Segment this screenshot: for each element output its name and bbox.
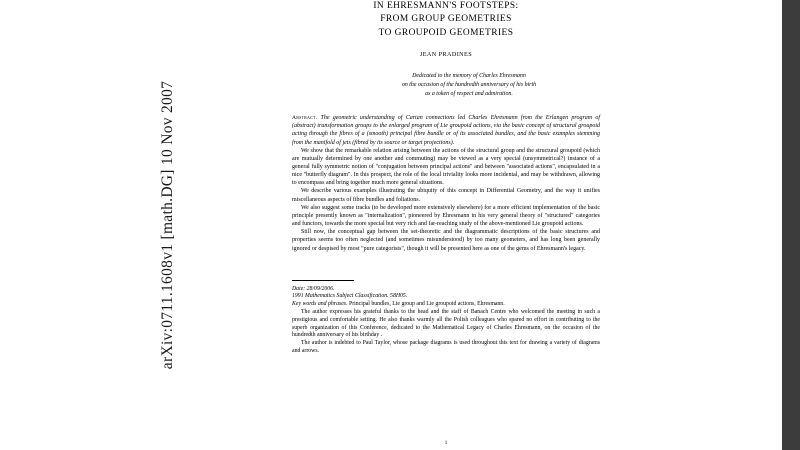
title-line-2: FROM GROUP GEOMETRIES [380, 14, 512, 25]
page-number: 1 [444, 440, 448, 446]
dedication-line-3: as a token of respect and admiration. [425, 90, 513, 97]
footnote-tools: The author is indebted to Paul Taylor, whose package diagrams is used throughout this text for drawing a variety of diagrams and arrows. [292, 340, 600, 354]
dedication-line-1: Dedicated to the memory of Charles Ehresmann [412, 73, 526, 80]
footnote-keywords-label: Key words and phrases. [292, 301, 348, 308]
abstract-paragraph-2: We show that the remarkable relation arising between the actions of the structural group and the structural groupoid (which are mutually determined by one another and commuting) may be viewed as a very special (unsymmetrical?) instance of a general fully symmetric notion of "conjugation between principal actions" and between "associated actions", encapsulated in a nice "butterfly diagram". In this prospect, the role of the local triviality looks more incidental, and may be withdrawn, allowing to encompass and bring together much more general situations. [292, 147, 600, 187]
title-line-3: TO GROUPOID GEOMETRIES [378, 27, 514, 38]
arxiv-identifier-stamp [18, 0, 318, 450]
footnote-keywords-text: Principal bundles, Lie group and Lie groupoid actions, Ehresmann. [348, 301, 505, 308]
footnote-msc [292, 293, 600, 301]
abstract-paragraph-5: Still now, the conceptual gap between the set-theoretic and the diagrammatic descriptions of the basic structures and properties seems too often neglected (and sometimes misunderstood) by too many geometers, and has long been generally ignored or despised by most "pure categorists", though it will be presented here as one of the gems of Ehresmann's legacy. [292, 229, 600, 252]
footnote-msc-text: 1991 Mathematics Subject Classification. 58H05. [292, 293, 408, 300]
paper-author: JEAN PRADINES [419, 51, 473, 59]
paper-dedication [344, 72, 594, 99]
arxiv-identifier-text: arXiv:0711.1608v1 [math.DG] 10 Nov 2007 [159, 80, 176, 370]
footnote-keywords [292, 301, 600, 309]
footnote-rule [292, 280, 354, 281]
viewer-right-gutter [782, 0, 800, 450]
footnote-acknowledgment: The author expresses his grateful thanks to the head and the staff of Banach Centre who welcomed the meeting in such a prestigious and comfortable setting. He also thanks warmly all the Polish colleagues who spared no effort in contributing to the superb organization of this Conference, dedicated to the Mathematical Legacy of Charles Ehresmann, on the occasion of the hundredth anniversary of his birthday . [292, 309, 600, 339]
abstract-paragraph-1 [292, 114, 600, 147]
abstract-paragraph-4: We also suggest some tracks (to be developed more extensively elsewhere) for a more efficient implementation of the basic principle presently known as "internalization", pioneered by Ehresmann in his very general theory of "structured" categories and functors, towards the more special but very rich and far-reaching study of the above-mentioned Lie groupoid actions. [292, 204, 600, 228]
paper-abstract [292, 114, 600, 253]
dedication-line-2: on the occasion of the hundredth anniversary of his birth [401, 81, 537, 88]
abstract-label: Abstract. [292, 114, 318, 121]
abstract-paragraph-3: We describe various examples illustrating the ubiquity of this concept in Differential Geometry, and the way it unifies miscellaneous aspects of fibre bundles and foliations. [292, 188, 600, 203]
footnote-date-text: Date: 28/09/2006. [292, 285, 335, 292]
title-line-1: IN EHRESMANN'S FOOTSTEPS: [373, 1, 519, 11]
page-content [292, 0, 600, 450]
paper-title [292, 0, 600, 40]
paper-footnotes [292, 286, 600, 356]
abstract-text-1: The geometric understanding of Cartan connections led Charles Ehresmann from the Erlangen program of (abstract) transformation groups to the enlarged program of Lie groupoid actions, via the basic concept of structural groupoid acting through the fibres of a (smooth) principal fibre bundle or of its associated bundles, and the basic examples stemming from the manifold of jets (fibred by its source or target projections). [292, 114, 601, 146]
